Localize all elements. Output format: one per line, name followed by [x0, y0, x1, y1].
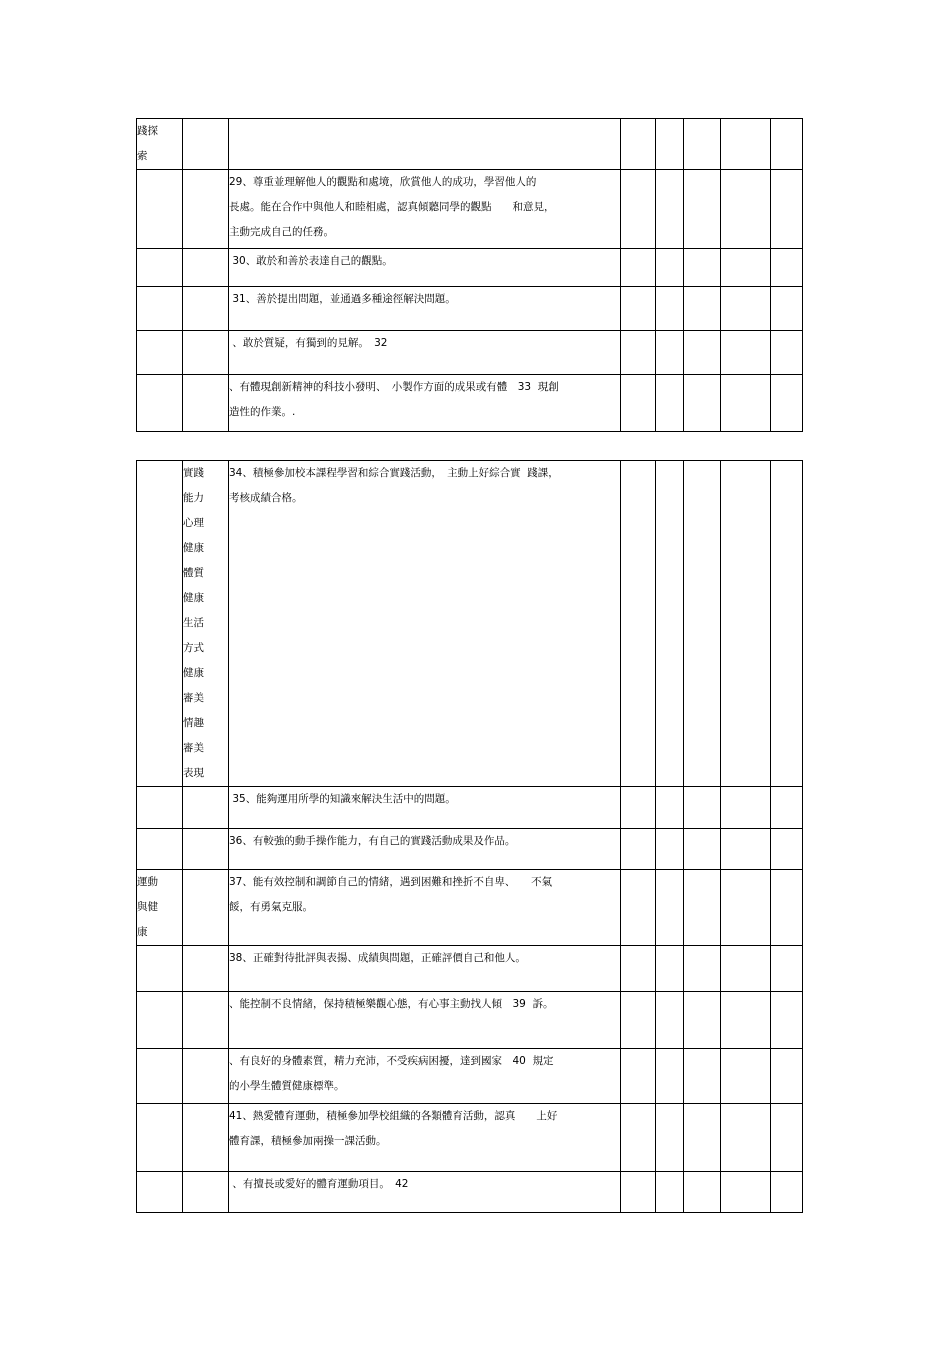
rating-cell: [721, 249, 771, 287]
subcategory-cell: [183, 331, 229, 375]
rating-cell: [621, 946, 656, 992]
category-cell: [137, 870, 183, 946]
criteria-text: 考核成績合格。: [229, 492, 303, 504]
criteria-cell: [229, 287, 621, 331]
category-cell: [137, 1172, 183, 1213]
category-text: 索: [137, 150, 148, 162]
criteria-text: 31、善於提出問題，並通過多種途徑解決問題。: [229, 293, 456, 305]
rating-cell: [621, 331, 656, 375]
rating-cell: [684, 331, 721, 375]
subcategory-text: 健康: [183, 667, 204, 679]
subcategory-cell: [183, 1172, 229, 1213]
category-text: 康: [137, 926, 148, 938]
criteria-text: 35、能夠運用所學的知識來解決生活中的問題。: [229, 793, 456, 805]
criteria-cell: [229, 249, 621, 287]
rating-cell: [621, 1172, 656, 1213]
criteria-cell: [229, 119, 621, 170]
rating-cell: [621, 870, 656, 946]
category-cell: [137, 829, 183, 870]
criteria-text: 36、有較強的動手操作能力，有自己的實踐活動成果及作品。: [229, 835, 516, 847]
rating-cell: [721, 829, 771, 870]
rating-cell: [684, 870, 721, 946]
criteria-text: 29、尊重並理解他人的觀點和處境，欣賞他人的成功，學習他人的: [229, 176, 537, 188]
category-cell: [137, 375, 183, 432]
subcategory-text: 健康: [183, 592, 204, 604]
rating-cell: [771, 946, 803, 992]
criteria-cell: [229, 1172, 621, 1213]
rating-cell: [684, 1049, 721, 1104]
criteria-text: 34、積極參加校本課程學習和綜合實踐活動， 主動上好綜合實 踐課，: [229, 467, 559, 479]
subcategory-text: 生活: [183, 617, 204, 629]
category-cell: [137, 287, 183, 331]
rating-cell: [771, 787, 803, 829]
subcategory-text: 方式: [183, 642, 204, 654]
table-row: [137, 375, 803, 432]
category-text: 與健: [137, 901, 158, 913]
table-row: [137, 170, 803, 249]
rating-cell: [721, 287, 771, 331]
criteria-text: 、有擅長或愛好的體育運動項目。 42: [229, 1178, 409, 1190]
subcategory-cell: [183, 829, 229, 870]
rating-cell: [721, 170, 771, 249]
criteria-cell: [229, 461, 621, 787]
subcategory-text: 能力: [183, 492, 204, 504]
rating-cell: [656, 331, 684, 375]
rating-cell: [684, 829, 721, 870]
subcategory-cell: [183, 287, 229, 331]
table-row: [137, 829, 803, 870]
subcategory-text: 健康: [183, 542, 204, 554]
rating-cell: [771, 331, 803, 375]
category-cell: [137, 946, 183, 992]
criteria-cell: [229, 946, 621, 992]
rating-cell: [656, 170, 684, 249]
rating-cell: [621, 170, 656, 249]
rating-cell: [621, 787, 656, 829]
criteria-text: 主動完成自己的任務。: [229, 226, 334, 238]
rating-cell: [721, 375, 771, 432]
subcategory-text: 審美: [183, 692, 204, 704]
subcategory-cell: [183, 1049, 229, 1104]
rating-cell: [684, 787, 721, 829]
category-cell: [137, 992, 183, 1049]
subcategory-text: 心理: [183, 517, 204, 529]
table-row: [137, 787, 803, 829]
rating-cell: [656, 1172, 684, 1213]
category-cell: [137, 787, 183, 829]
rating-cell: [684, 287, 721, 331]
criteria-cell: [229, 992, 621, 1049]
rating-cell: [656, 1049, 684, 1104]
rating-cell: [771, 1172, 803, 1213]
rating-cell: [721, 946, 771, 992]
rating-cell: [684, 1104, 721, 1172]
subcategory-cell: [183, 461, 229, 787]
rating-cell: [771, 170, 803, 249]
rating-cell: [684, 170, 721, 249]
criteria-text: 體育課，積極參加兩操一課活動。: [229, 1135, 387, 1147]
table-row: [137, 870, 803, 946]
rating-cell: [621, 829, 656, 870]
category-text: 踐探: [137, 125, 158, 137]
evaluation-table-2: [136, 460, 803, 1213]
subcategory-cell: [183, 375, 229, 432]
category-cell: [137, 170, 183, 249]
rating-cell: [656, 992, 684, 1049]
criteria-cell: [229, 787, 621, 829]
criteria-text: 、能控制不良情緒，保持積極樂觀心態，有心事主動找人傾 39 訴。: [229, 998, 554, 1010]
rating-cell: [771, 870, 803, 946]
category-cell: [137, 1104, 183, 1172]
subcategory-cell: [183, 992, 229, 1049]
rating-cell: [771, 1049, 803, 1104]
subcategory-cell: [183, 870, 229, 946]
subcategory-cell: [183, 249, 229, 287]
rating-cell: [656, 461, 684, 787]
rating-cell: [656, 870, 684, 946]
table-row: [137, 1172, 803, 1213]
subcategory-cell: [183, 946, 229, 992]
subcategory-cell: [183, 787, 229, 829]
rating-cell: [621, 375, 656, 432]
criteria-cell: [229, 829, 621, 870]
rating-cell: [721, 1104, 771, 1172]
subcategory-cell: [183, 1104, 229, 1172]
rating-cell: [621, 1104, 656, 1172]
subcategory-cell: [183, 170, 229, 249]
rating-cell: [684, 249, 721, 287]
criteria-text: 38、正確對待批評與表揚、成績與問題，正確評價自己和他人。: [229, 952, 526, 964]
rating-cell: [656, 375, 684, 432]
rating-cell: [684, 375, 721, 432]
category-cell: [137, 249, 183, 287]
criteria-cell: [229, 1104, 621, 1172]
rating-cell: [721, 1172, 771, 1213]
rating-cell: [656, 287, 684, 331]
criteria-text: 造性的作業。.: [229, 406, 296, 418]
criteria-text: 30、敢於和善於表達自己的觀點。: [229, 255, 393, 267]
rating-cell: [621, 461, 656, 787]
rating-cell: [771, 829, 803, 870]
rating-cell: [656, 119, 684, 170]
criteria-cell: [229, 1049, 621, 1104]
table-row: [137, 1049, 803, 1104]
rating-cell: [621, 249, 656, 287]
table-row: [137, 119, 803, 170]
criteria-text: 41、熱愛體育運動，積極參加學校組織的各類體育活動，認真 上好: [229, 1110, 558, 1122]
category-cell: [137, 119, 183, 170]
criteria-text: 、有良好的身體素質，精力充沛，不受疾病困擾，達到國家 40 規定: [229, 1055, 554, 1067]
rating-cell: [771, 375, 803, 432]
rating-cell: [656, 787, 684, 829]
evaluation-table-1: [136, 118, 803, 432]
category-cell: [137, 1049, 183, 1104]
criteria-cell: [229, 870, 621, 946]
rating-cell: [721, 992, 771, 1049]
criteria-text: 37、能有效控制和調節自己的情緒，遇到困難和挫折不自卑、 不氣: [229, 876, 553, 888]
table-row: [137, 1104, 803, 1172]
rating-cell: [721, 1049, 771, 1104]
rating-cell: [721, 870, 771, 946]
rating-cell: [621, 119, 656, 170]
rating-cell: [684, 1172, 721, 1213]
criteria-cell: [229, 375, 621, 432]
rating-cell: [721, 787, 771, 829]
rating-cell: [684, 992, 721, 1049]
table-row: [137, 287, 803, 331]
rating-cell: [721, 461, 771, 787]
rating-cell: [621, 287, 656, 331]
rating-cell: [771, 249, 803, 287]
subcategory-cell: [183, 119, 229, 170]
criteria-text: 的小學生體質健康標準。: [229, 1080, 345, 1092]
criteria-cell: [229, 331, 621, 375]
rating-cell: [656, 829, 684, 870]
table-row: [137, 331, 803, 375]
subcategory-text: 實踐: [183, 467, 204, 479]
category-cell: [137, 331, 183, 375]
rating-cell: [771, 461, 803, 787]
rating-cell: [621, 992, 656, 1049]
rating-cell: [721, 331, 771, 375]
subcategory-text: 審美: [183, 742, 204, 754]
rating-cell: [656, 1104, 684, 1172]
table-row: [137, 249, 803, 287]
criteria-text: 餒，有勇氣克服。: [229, 901, 313, 913]
category-cell: [137, 461, 183, 787]
rating-cell: [771, 287, 803, 331]
category-text: 運動: [137, 876, 158, 888]
rating-cell: [684, 946, 721, 992]
subcategory-text: 表現: [183, 767, 204, 779]
rating-cell: [721, 119, 771, 170]
rating-cell: [771, 992, 803, 1049]
criteria-cell: [229, 170, 621, 249]
rating-cell: [771, 1104, 803, 1172]
rating-cell: [656, 946, 684, 992]
table-row: [137, 992, 803, 1049]
rating-cell: [684, 119, 721, 170]
criteria-text: 、敢於質疑，有獨到的見解。 32: [229, 337, 388, 349]
subcategory-text: 情趣: [183, 717, 204, 729]
rating-cell: [621, 1049, 656, 1104]
rating-cell: [684, 461, 721, 787]
table-row: [137, 461, 803, 787]
criteria-text: 長處。能在合作中與他人和睦相處，認真傾聽同學的觀點 和意見，: [229, 201, 555, 213]
table-row: [137, 946, 803, 992]
rating-cell: [656, 249, 684, 287]
rating-cell: [771, 119, 803, 170]
criteria-text: 、有體現創新精神的科技小發明、 小製作方面的成果或有體 33 現創: [229, 381, 559, 393]
subcategory-text: 體質: [183, 567, 204, 579]
